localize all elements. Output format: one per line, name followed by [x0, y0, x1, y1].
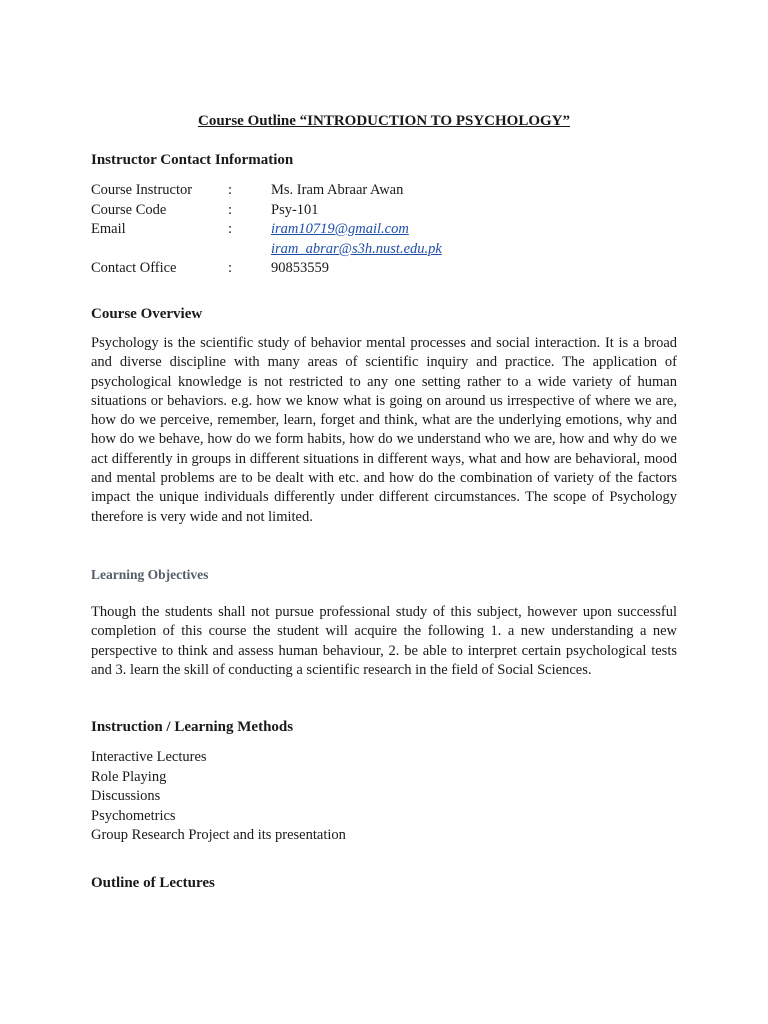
contact-label: Contact Office: [91, 260, 177, 276]
contact-heading: Instructor Contact Information: [91, 152, 294, 168]
course-code: Psy-101: [271, 201, 319, 218]
overview-paragraph: Psychology is the scientific study of behavior mental processes and social interaction. It is a broad and diverse discipline with many areas of scientific inquiry and practice. The application of psychological knowledge is not restricted to any one setting rather to a wide variety of human situations or behaviors. e.g. how we know what is going on around us irrespective of where we are, how do we perceive, remember, learn, forget and think, what are the underlying emotions, why and how do we behave, how do we form habits, how do we understand who we are, how and why do we act differently in groups in different situations in different ways, what and how are behavioral, mood and mental problems are to be dealt with etc. and how do the combination of variety of the factors impact the unique individuals differently under different circumstances. The scope of Psychology therefore is very wide and not limited.: [91, 335, 677, 525]
list-item: Group Research Project and its presentation: [91, 827, 346, 843]
methods-list: [91, 748, 346, 846]
email-link-nust[interactable]: iram_abrar@s3h.nust.edu.pk: [271, 240, 442, 257]
outline-heading: Outline of Lectures: [91, 875, 215, 891]
email-link-gmail[interactable]: iram10719@gmail.com: [271, 221, 409, 237]
list-item: Interactive Lectures: [91, 749, 207, 765]
contact-colon: :: [228, 201, 233, 218]
contact-colon: :: [228, 260, 233, 276]
objectives-heading: Learning Objectives: [91, 567, 209, 582]
overview-heading: Course Overview: [91, 306, 203, 322]
methods-heading: Instruction / Learning Methods: [91, 719, 294, 735]
contact-row-office: [91, 259, 677, 279]
objectives-paragraph: Though the students shall not pursue professional study of this subject, however upon successful completion of this course the student will acquire the following 1. a new understanding a new perspective to think and assess human behaviour, 2. be able to interpret certain psychological tests and 3. learn the skill of conducting a scientific research in the field of Social Sciences.: [91, 604, 677, 678]
contact-row-email: [91, 220, 677, 240]
contact-colon: :: [228, 182, 233, 198]
contact-row-email-2: [91, 240, 677, 260]
contact-colon: :: [228, 221, 233, 237]
document-title: Course Outline “INTRODUCTION TO PSYCHOLOGY”: [198, 113, 570, 129]
contact-row-course-code: [91, 201, 677, 221]
contact-label: Course Code: [91, 201, 167, 218]
contact-office-number: 90853559: [271, 260, 329, 276]
list-item: Role Playing: [91, 768, 167, 785]
contact-label: Course Instructor: [91, 182, 193, 198]
contact-label: Email: [91, 221, 126, 237]
contact-row-instructor: [91, 181, 677, 201]
list-item: Psychometrics: [91, 807, 176, 824]
contact-table: [91, 181, 677, 279]
list-item: Discussions: [91, 788, 161, 804]
instructor-name: Ms. Iram Abraar Awan: [271, 182, 404, 198]
